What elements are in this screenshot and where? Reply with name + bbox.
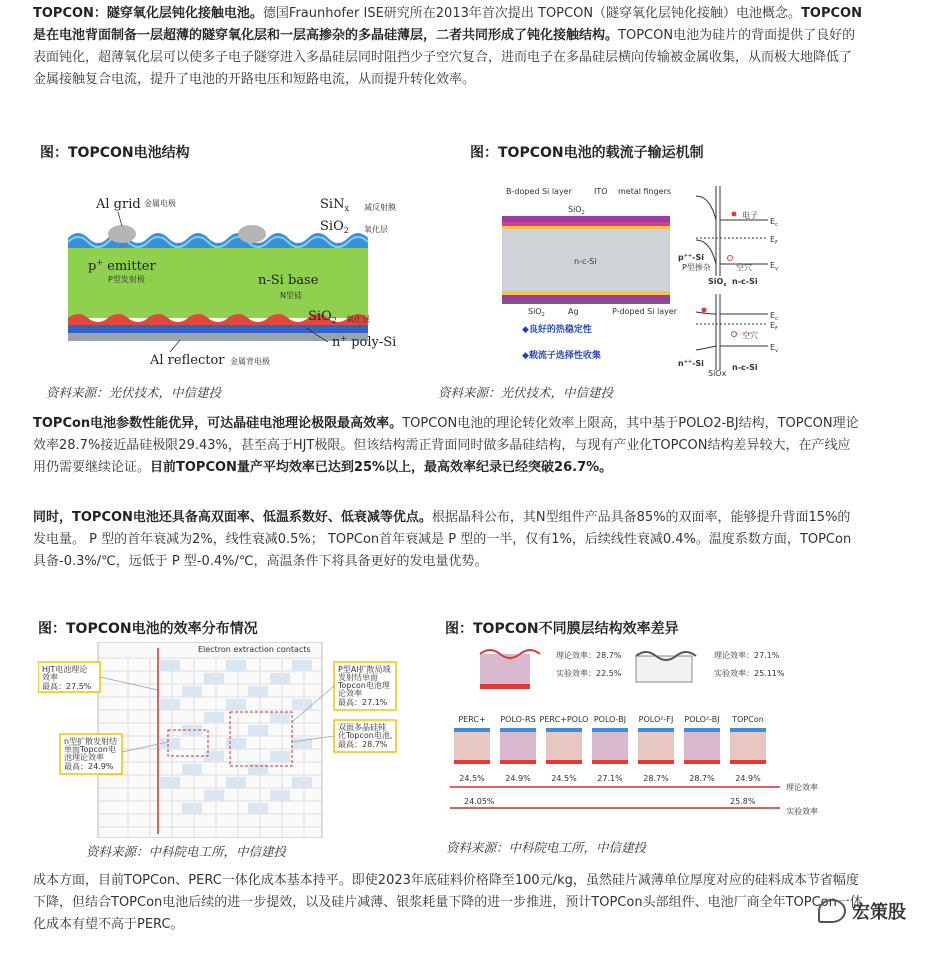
svg-text:SiO2: SiO$_2$	[320, 219, 349, 235]
fig3-source: 资料来源：中科院电工所，中信建投	[86, 844, 287, 859]
svg-text:理论效率：28.7%: 理论效率：28.7%	[556, 651, 622, 660]
svg-text:N型硅: N型硅	[280, 291, 302, 300]
svg-text:空穴: 空穴	[742, 331, 758, 340]
svg-text:氧化层: 氧化层	[346, 315, 370, 324]
fig4-structure-label: POLO²-FJ	[638, 715, 674, 724]
svg-text:电子: 电子	[742, 211, 758, 220]
adv-text-1: 根据晶科公布，其N型组件产品具备85%的双面率，能够提升背面15%的发电量。 P 型的首年衰减为2%，线性衰减0.5%； TOPCon首年衰减是 P 型的一半，仅有1%，后续线性衰减0.4%。温度系数方面，TOPCon具备-0.3%/℃，远低于 P 型-0.4%/℃，高温条件下将具备更好的发电量优势。	[33, 510, 852, 569]
svg-text:化Topcon电池,: 化Topcon电池,	[338, 731, 393, 740]
fig4-diagram	[440, 642, 820, 822]
svg-text:理论效率: 理论效率	[786, 783, 818, 792]
svg-text:n-Si base: n-Si base	[258, 273, 319, 288]
fig4-structure-label: POLO²-BJ	[684, 715, 720, 724]
svg-text:Ag: Ag	[568, 307, 579, 316]
wechat-icon	[818, 899, 846, 923]
svg-text:Electron extraction contacts: Electron extraction contacts	[198, 645, 311, 654]
fig2-source: 资料来源：光伏技术，中信建投	[438, 385, 614, 400]
fig1-al-reflector	[68, 333, 368, 341]
fig4-theory-value: 24.5%	[459, 774, 485, 783]
fig1-al-grid-right	[238, 225, 266, 243]
fig4-structure-label: PERC+POLO	[539, 715, 589, 724]
svg-text:SiO2: SiO$_2$	[528, 307, 545, 318]
svg-text:池理论效率: 池理论效率	[64, 753, 104, 762]
svg-text:实验效率：25.11%: 实验效率：25.11%	[714, 669, 785, 678]
svg-text:B-doped Si layer: B-doped Si layer	[506, 187, 572, 196]
svg-text:metal fingers: metal fingers	[618, 187, 672, 196]
svg-text:P型掺杂: P型掺杂	[682, 263, 711, 272]
fig4-structure-cell	[500, 728, 536, 762]
fig4-structure-cell	[592, 728, 628, 762]
fig1-source: 资料来源：光伏技术，中信建投	[46, 385, 222, 400]
fig4-structure-cell	[638, 728, 674, 762]
svg-text:n+ poly-Si: n+ poly-Si	[332, 334, 397, 350]
perf-text-1: TOPCON电池的理论转化效率上限高，其中基于POLO2-BJ结构，TOPCON理论效率28.7%接近晶硅极限29.43%，甚至高于HJT极限。但该结构需正背面同时做多晶硅结构，与现有产业化TOPCON结构差异较大，在产线应用仍需要继续论证。	[33, 416, 859, 475]
fig3-table	[38, 642, 398, 838]
svg-text:SiO2: SiO$_2$	[308, 309, 337, 325]
svg-text:单面Topcon电: 单面Topcon电	[64, 745, 116, 754]
fig4-theory-value: 24.9%	[505, 774, 531, 783]
svg-text:n-c-Si: n-c-Si	[732, 277, 758, 286]
fig4-theory-value: 28.7%	[643, 774, 669, 783]
svg-text:n-c-Si: n-c-Si	[732, 363, 758, 372]
fig1-diagram	[40, 170, 420, 375]
fig2-top-metal	[502, 216, 670, 222]
performance-paragraph	[33, 413, 863, 479]
svg-text:SiOx: SiO$_x$	[708, 277, 727, 288]
fig2-back-layer	[502, 291, 670, 295]
svg-text:25.8%: 25.8%	[730, 797, 756, 806]
fig1-poly-si	[68, 325, 368, 333]
svg-text:减反射膜: 减反射膜	[364, 203, 396, 212]
fig4-structure-label: TOPCon	[732, 715, 764, 724]
fig4-theory-value: 24.5%	[551, 774, 577, 783]
svg-text:EF: $E_F$	[770, 235, 778, 246]
svg-text:P-doped Si layer: P-doped Si layer	[612, 307, 678, 316]
intro-text-1: 德国Fraunhofer ISE研究所在2013年首次提出 TOPCON（隧穿氧化层钝化接触）电池概念。	[262, 6, 802, 21]
svg-text:EF: $E_F$	[770, 321, 778, 332]
intro-paragraph	[33, 3, 863, 91]
fig4-theory-value: 27.1%	[597, 774, 623, 783]
cost-text: 成本方面，目前TOPCon、PERC一体化成本基本持平。即使2023年底硅料价格降至100元/kg，虽然硅片减薄单位厚度对应的硅料成本节省幅度下降，但结合TOPCon电池后续的进一步提效，以及硅片减薄、银浆耗量下降的进一步推进，预计TOPCon头部组件、电池厂商全年TOPCon一体化成本有望不高于PERC。	[33, 873, 863, 932]
fig4-structure-label: PERC+	[458, 715, 486, 724]
watermark-text: 宏策股	[852, 902, 906, 923]
fig4-structure-cell	[730, 728, 766, 762]
svg-text:氧化层: 氧化层	[364, 225, 388, 234]
svg-text:最高：27.1%: 最高：27.1%	[338, 698, 388, 707]
fig1-title: 图：TOPCON电池结构	[40, 145, 190, 161]
svg-text:p+ emitter: p+ emitter	[88, 258, 156, 274]
intro-text-2: TOPCON电池为硅片的背面提供了良好的表面钝化，超薄氧化层可以使多子电子隧穿进入多晶硅层同时阻挡少子空穴复合，进而电子在多晶硅层横向传输被金属收集，从而极大地降低了金属接触复合电流，提升了电池的开路电压和短路电流，从而提升转化效率。	[33, 28, 856, 87]
fig4-structures	[454, 715, 766, 783]
svg-text:金属电极: 金属电极	[144, 199, 176, 208]
fig4-structure-cell	[546, 728, 582, 762]
fig2-title: 图：TOPCON电池的载流子输运机制	[470, 145, 704, 161]
fig1-label-al-grid: Al grid	[96, 197, 141, 212]
svg-text:发射结单面: 发射结单面	[338, 673, 378, 682]
svg-text:最高：28.7%: 最高：28.7%	[338, 740, 388, 749]
intro-bold-2: TOPCON是在电池背面制备一层超薄的隧穿氧化层和一层高掺杂的多晶硅薄层，二者共同形成了钝化接触结构。	[33, 6, 862, 43]
fig4-structure-cell	[454, 728, 490, 762]
fig4-structure-label: POLO-RS	[500, 715, 536, 724]
svg-text:◆载流子选择性收集: ◆载流子选择性收集	[522, 351, 601, 361]
svg-text:Topcon电池理: Topcon电池理	[338, 681, 390, 690]
svg-text:n-c-Si: n-c-Si	[574, 257, 597, 266]
fig4-title: 图：TOPCON不同膜层结构效率差异	[445, 621, 679, 637]
cost-paragraph	[33, 870, 863, 936]
svg-text:效率: 效率	[42, 673, 58, 682]
svg-text:n++-Si: n++-Si	[678, 359, 704, 368]
intro-bold-1: TOPCON：隧穿氧化层钝化接触电池。	[33, 6, 263, 21]
fig4-theory-value: 24.9%	[735, 774, 761, 783]
svg-text:实验效率: 实验效率	[786, 807, 818, 816]
svg-text:最高：24.9%: 最高：24.9%	[64, 762, 114, 771]
svg-text:金属背电极: 金属背电极	[230, 357, 270, 366]
svg-text:双面多晶硅钝: 双面多晶硅钝	[338, 723, 386, 732]
svg-text:Ev: $E_v$	[770, 261, 779, 272]
fig4-structure-cell	[684, 728, 720, 762]
svg-text:SiOx: SiOx	[708, 369, 727, 378]
svg-text:Al reflector: Al reflector	[150, 353, 225, 368]
svg-text:24.05%: 24.05%	[464, 797, 495, 806]
svg-text:P型Al扩散局域: P型Al扩散局域	[338, 665, 391, 674]
svg-text:实验效率：22.5%: 实验效率：22.5%	[556, 669, 622, 678]
fig4-structure-label: POLO-BJ	[593, 715, 627, 724]
advantages-paragraph	[33, 507, 863, 573]
fig2-diagram	[496, 180, 786, 378]
fig4-theory-value: 28.7%	[689, 774, 715, 783]
svg-text:Ec: $E_c$	[770, 217, 778, 228]
svg-text:最高：27.5%: 最高：27.5%	[42, 682, 92, 691]
adv-bold-1: 同时，TOPCON电池还具备高双面率、低温系数好、低衰减等优点。	[33, 510, 432, 525]
perf-bold-1: TOPCon电池参数性能优异，可达晶硅电池理论极限最高效率。	[33, 416, 403, 431]
svg-text:◆良好的热稳定性: ◆良好的热稳定性	[522, 325, 592, 335]
svg-text:P型发射极: P型发射极	[108, 275, 145, 284]
svg-text:SiO2: SiO$_2$	[568, 205, 585, 216]
svg-text:Ev: $E_v$	[770, 343, 779, 354]
fig3-title: 图：TOPCON电池的效率分布情况	[38, 621, 258, 637]
perf-bold-2: 目前TOPCON量产平均效率已达到25%以上，最高效率纪录已经突破26.7%。	[150, 460, 613, 475]
svg-text:论效率: 论效率	[338, 689, 362, 698]
svg-text:p++-Si: p++-Si	[678, 253, 704, 262]
fig1-al-grid-left	[108, 225, 136, 243]
svg-text:HJT电池理论: HJT电池理论	[42, 665, 88, 674]
svg-text:n型扩散发射结: n型扩散发射结	[64, 737, 118, 746]
svg-text:理论效率：27.1%: 理论效率：27.1%	[714, 651, 780, 660]
fig4-source: 资料来源：中科院电工所，中信建投	[446, 840, 647, 855]
svg-text:空穴: 空穴	[736, 263, 752, 272]
watermark	[818, 898, 906, 924]
svg-text:ITO: ITO	[594, 187, 608, 196]
svg-text:Ec: $E_c$	[770, 311, 778, 322]
svg-text:SiNx: SiN$_x$	[320, 197, 349, 213]
